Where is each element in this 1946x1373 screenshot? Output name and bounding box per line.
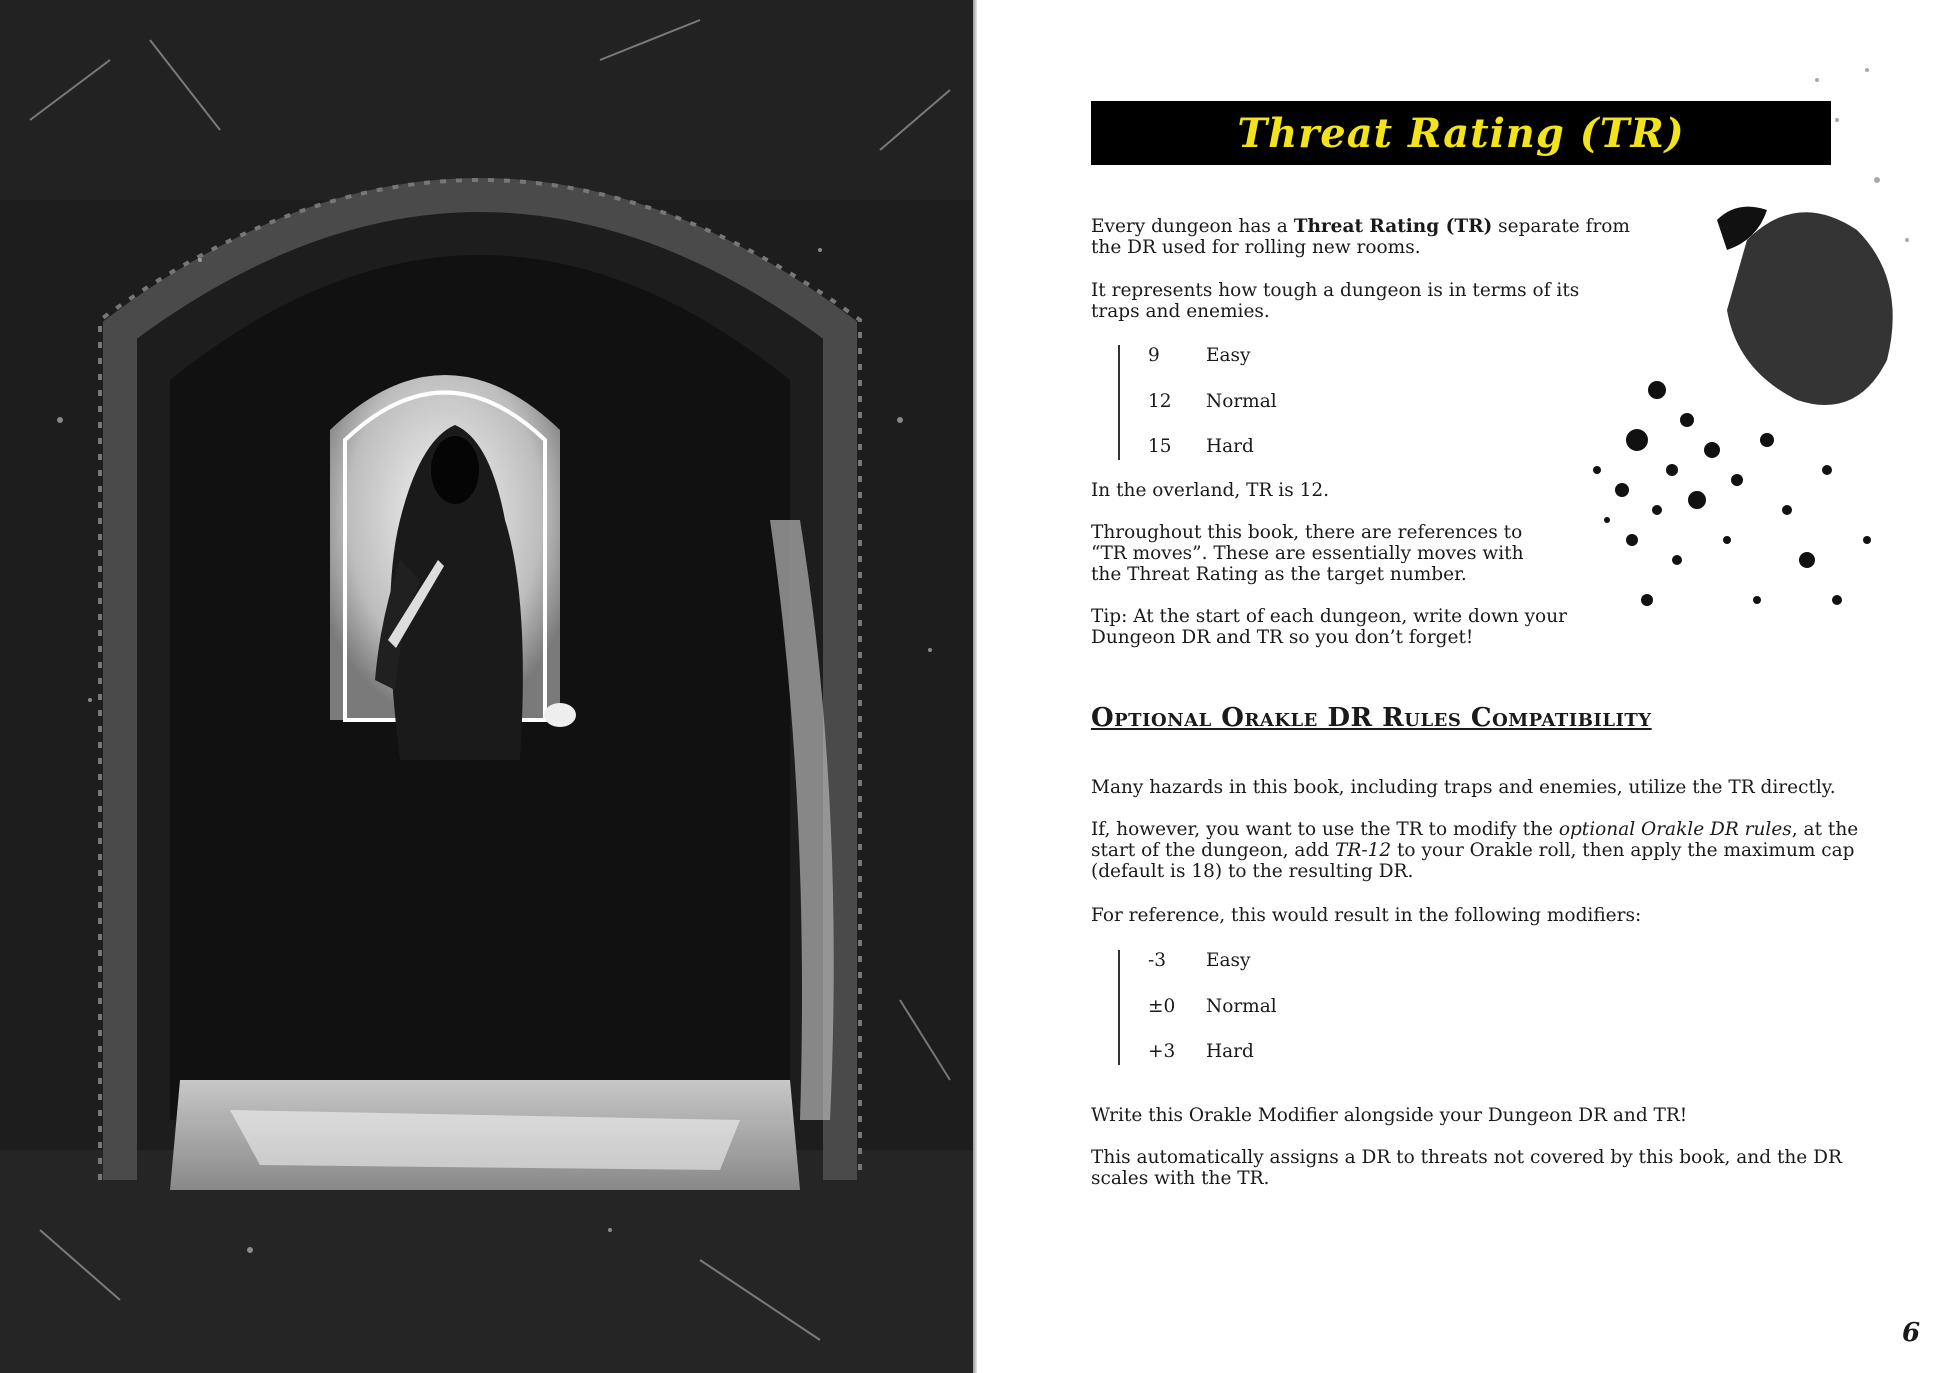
title-banner bbox=[1091, 101, 1831, 165]
tr-moves-paragraph: Throughout this book, there are references to “TR moves”. These are essentially moves with the Threat Rating as the target number. bbox=[1091, 522, 1524, 585]
tr-value-table bbox=[1118, 345, 1277, 460]
text-page bbox=[977, 0, 1946, 1373]
section-heading: Optional Orakle DR Rules Compatibility bbox=[1091, 703, 1652, 733]
tough-paragraph: It represents how tough a dungeon is in terms of its traps and enemies. bbox=[1091, 280, 1580, 322]
overland-paragraph: In the overland, TR is 12. bbox=[1091, 480, 1329, 501]
assigns-paragraph: This automatically assigns a DR to threats not covered by this book, and the DR scales with the TR. bbox=[1091, 1147, 1842, 1189]
table-row: 12 Normal bbox=[1148, 390, 1277, 412]
table-row: ±0 Normal bbox=[1148, 995, 1277, 1017]
hazards-paragraph: Many hazards in this book, including traps and enemies, utilize the TR directly. bbox=[1091, 777, 1836, 798]
reference-paragraph: For reference, this would result in the following modifiers: bbox=[1091, 905, 1642, 926]
page-title: Threat Rating (TR) bbox=[1237, 109, 1685, 157]
table-row: 15 Hard bbox=[1148, 436, 1254, 457]
table-row: +3 Hard bbox=[1148, 1041, 1254, 1062]
tip-paragraph: Tip: At the start of each dungeon, write down your Dungeon DR and TR so you don’t forget! bbox=[1091, 606, 1567, 648]
write-paragraph: Write this Orakle Modifier alongside your Dungeon DR and TR! bbox=[1091, 1105, 1688, 1126]
threat-rating-term: Threat Rating (TR) bbox=[1293, 216, 1493, 237]
page-number: 6 bbox=[1902, 1318, 1921, 1348]
intro-paragraph: Every dungeon has a Threat Rating (TR) separate from the DR used for rolling new rooms. bbox=[1091, 216, 1630, 258]
table-row: 9 Easy bbox=[1148, 345, 1251, 366]
modifier-table bbox=[1118, 950, 1277, 1065]
modify-paragraph: If, however, you want to use the TR to modify the optional Orakle DR rules, at the start of the dungeon, add TR-12 to your Orakle roll, then apply the maximum cap (default is 18) to the resulting DR. bbox=[1091, 819, 1859, 882]
table-row: -3 Easy bbox=[1148, 950, 1251, 971]
